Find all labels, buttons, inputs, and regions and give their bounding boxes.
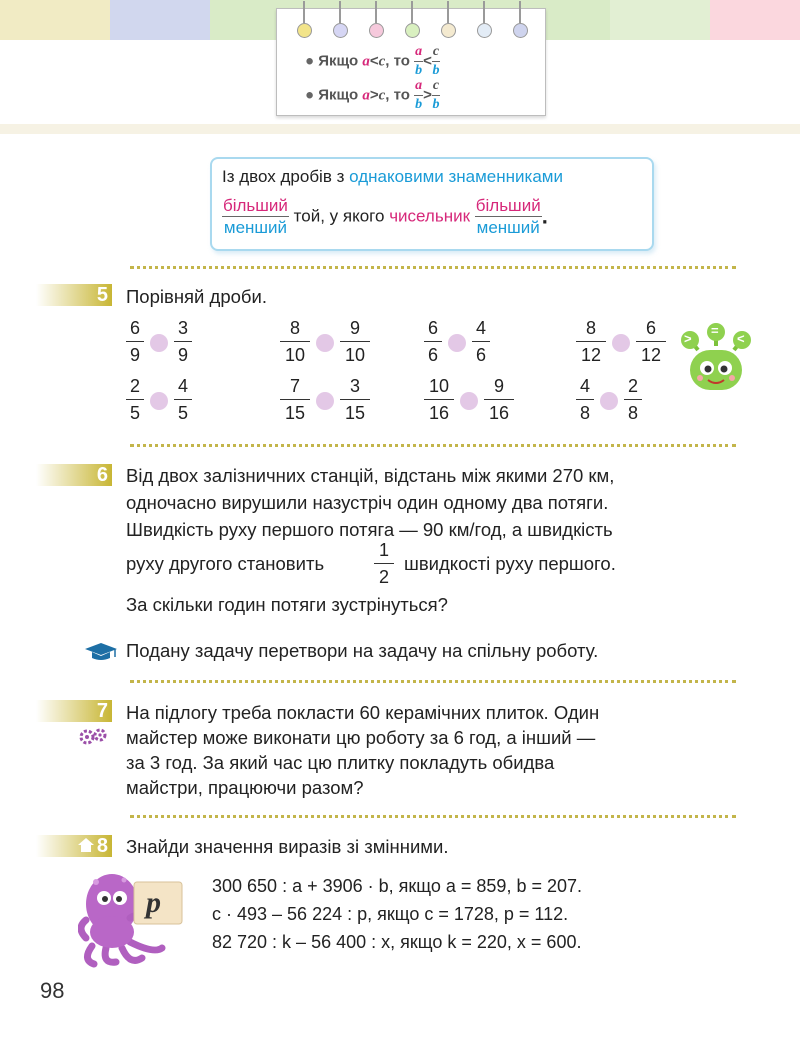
rule-word-top-1: більший: [223, 196, 288, 215]
gears-icon: [78, 727, 108, 750]
graduation-cap-icon: [84, 641, 118, 666]
mascot-sign-2: =: [711, 323, 719, 338]
fraction-right: 9 10: [340, 318, 370, 366]
fraction-right: 3 15: [340, 376, 370, 424]
fraction-left: 10 16: [424, 376, 454, 424]
rule-notebook-card: [276, 8, 546, 116]
rule-word-bottom-2: менший: [476, 218, 540, 237]
header-band-2: [110, 0, 210, 40]
fraction-left: 8 10: [280, 318, 310, 366]
fraction-left: 2 5: [126, 376, 144, 424]
comparison-circle[interactable]: [150, 392, 168, 410]
rule-word-top-2: більший: [475, 196, 541, 215]
task5-prompt: Порівняй дроби.: [126, 286, 267, 307]
card-letter: p: [146, 886, 161, 919]
task7-line-1: На підлогу треба покласти 60 керамічних плиток. Один: [126, 702, 600, 723]
task8-prompt: Знайди значення виразів зі змінними.: [126, 836, 449, 857]
task6-line-1: Від двох залізничних станцій, відстань між якими 270 км,: [126, 465, 615, 486]
divider: [130, 444, 736, 447]
fraction-right: 4 6: [472, 318, 490, 366]
mascot-comparison: [678, 320, 754, 396]
mascot-sign-1: >: [684, 331, 692, 346]
fraction-right: 9 16: [484, 376, 514, 424]
comparison-circle[interactable]: [316, 334, 334, 352]
rule-numerator-word: чисельник: [389, 206, 471, 226]
comparison-circle[interactable]: [600, 392, 618, 410]
task-number-7: 7: [36, 700, 112, 722]
task6-line-4a: руху другого становить: [126, 553, 325, 574]
comparison-circle[interactable]: [460, 392, 478, 410]
divider: [130, 266, 736, 269]
comparison-circle[interactable]: [316, 392, 334, 410]
header-divider: [0, 124, 800, 134]
task6-extra: Подану задачу перетвори на задачу на спільну роботу.: [126, 640, 599, 661]
rule-highlight: однаковими знаменниками: [349, 167, 563, 186]
header-band-1: [0, 0, 110, 40]
task6-line-4b: швидкості руху першого.: [404, 553, 616, 574]
fraction-left: 4 8: [576, 376, 594, 424]
task-number-8: 8: [36, 835, 112, 857]
page-number: 98: [40, 978, 65, 1003]
task6-line-2: одночасно вирушили назустріч один одному два потяги.: [126, 492, 609, 513]
task6-line-3: Швидкість руху першого потяга — 90 км/год, а швидкість: [126, 519, 613, 540]
task8-expression-2: c · 493 – 56 224 : p, якщо c = 1728, p = 112.: [212, 904, 569, 924]
task-number-6: 6: [36, 464, 112, 486]
task6-fraction: 1 2: [374, 540, 394, 588]
header-band-5: [710, 0, 800, 40]
rule-middle: той, у якого: [293, 206, 385, 226]
fraction-left: 6 9: [126, 318, 144, 366]
rule-word-bottom-1: менший: [223, 218, 288, 237]
fraction-right: 4 5: [174, 376, 192, 424]
mascot-sign-3: <: [737, 331, 745, 346]
fraction-right: 2 8: [624, 376, 642, 424]
divider: [130, 680, 736, 683]
fraction-right: 6 12: [636, 318, 666, 366]
fraction-right: 3 9: [174, 318, 192, 366]
fraction-left: 7 15: [280, 376, 310, 424]
rule-text-1: Із двох дробів з: [222, 167, 345, 186]
octopus-illustration: [78, 868, 196, 968]
fraction-left: 8 12: [576, 318, 606, 366]
home-icon: [77, 836, 95, 858]
fraction-left: 6 6: [424, 318, 442, 366]
task8-expression-3: 82 720 : k – 56 400 : x, якщо k = 220, x = 600.: [212, 932, 582, 952]
comparison-circle[interactable]: [612, 334, 630, 352]
task7-line-2: майстер може виконати цю роботу за 6 год, а інший —: [126, 727, 596, 748]
rule-line-1: ● Якщо a<c, то $\frac{a}{b}$ < $\frac{c}{b}$: [305, 44, 440, 78]
task6-line-5: За скільки годин потяги зустрінуться?: [126, 594, 448, 615]
task-number-5: 5: [36, 284, 112, 306]
fraction-rule-box: Із двох дробів з однаковими знаменниками $\frac{\text{більший}}{\text{менший}}$ той, у якого чисельник $\frac{\text{більший}}{\text{менший}}$ .: [210, 157, 654, 251]
task8-expression-1: 300 650 : a + 3906 · b, якщо a = 859, b = 207.: [212, 876, 583, 896]
comparison-circle[interactable]: [150, 334, 168, 352]
task7-line-3: за 3 год. За який час цю плитку покладуть обидва: [126, 752, 555, 773]
task7-line-4: майстри, працюючи разом?: [126, 777, 364, 798]
comparison-circle[interactable]: [448, 334, 466, 352]
rule-line-2: ● Якщо a>c, то $\frac{a}{b}$ > $\frac{c}{b}$: [305, 78, 440, 112]
divider: [130, 815, 736, 818]
header-band-4: [610, 0, 710, 40]
